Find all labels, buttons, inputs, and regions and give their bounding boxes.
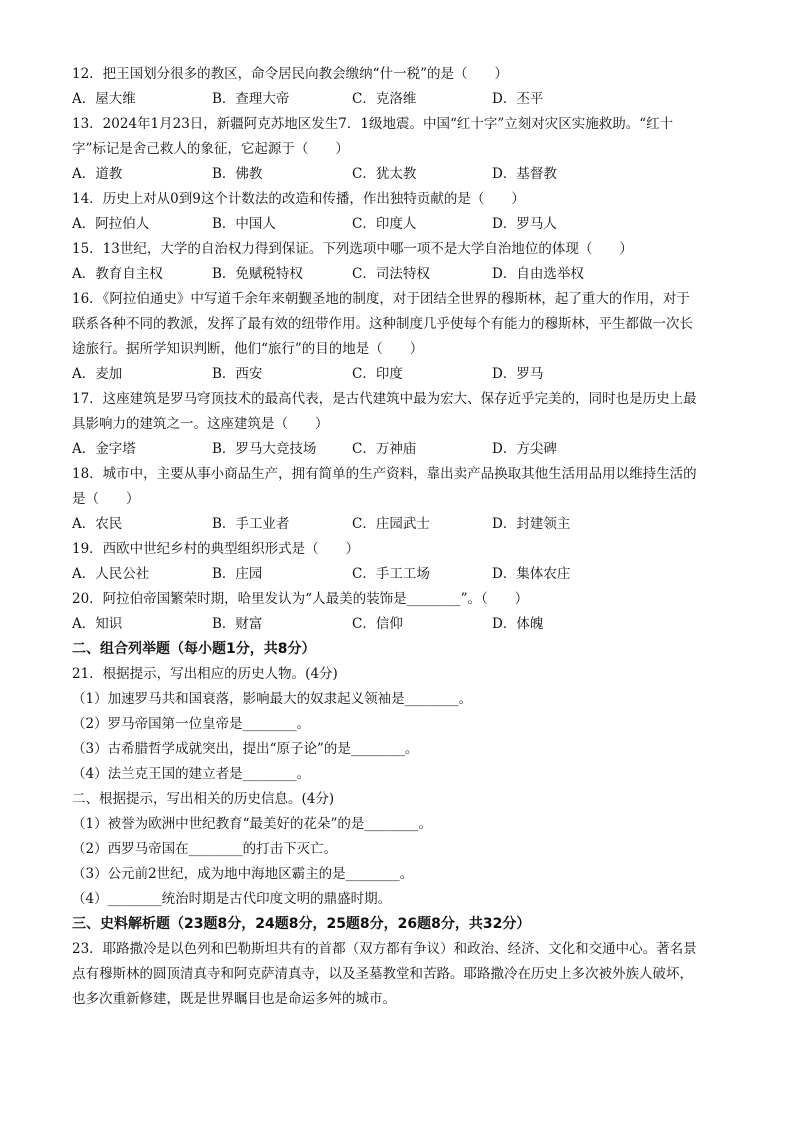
question-stem-line: 16．《阿拉伯通史》中写道千余年来朝觐圣地的制度，对于团结全世界的穆斯林，起了重大的作用，对于 [72,291,690,307]
option-a: A．教育自主权 [72,266,163,282]
question-stem-line: 字”标记是舍己救人的象征，它起源于（ ） [72,141,349,157]
question-stem-line: 是（ ） [72,491,140,507]
option-a: A．屋大维 [72,91,136,107]
option-d: D．自由选举权 [492,266,584,282]
options-row [72,612,722,637]
option-b: B．手工业者 [212,516,290,532]
option-c: C．庄园武士 [352,516,430,532]
question-stem-line: 12．把王国划分很多的教区，命令居民向教会缴纳“什一税”的是（ ） [72,66,508,82]
fill-blank-item: （2）西罗马帝国在________的打击下灭亡。 [72,841,338,857]
option-a: A．农民 [72,516,123,532]
option-c: C．司法特权 [352,266,430,282]
question-stem-line: 17．这座建筑是罗马穹顶技术的最高代表，是古代建筑中最为宏大、保存近乎完美的，同时也是历史上最 [72,391,697,407]
question-stem-line: 21．根据提示，写出相应的历史人物。(4分) [72,666,338,682]
question-stem-line: 20．阿拉伯帝国繁荣时期，哈里发认为“人最美的装饰是________”。（ ） [72,591,529,607]
question-stem-line: 二、根据提示，写出相关的历史信息。(4分) [72,791,335,807]
fill-blank-item: （2）罗马帝国第一位皇帝是________。 [72,716,311,732]
option-d: D．罗马 [492,366,544,382]
option-a: A．阿拉伯人 [72,216,150,232]
fill-blank-item: （4）________统治时期是古代印度文明的鼎盛时期。 [72,891,392,907]
question-19 [72,537,722,587]
option-d: D．丕平 [492,91,544,107]
question-15 [72,237,722,287]
option-b: B．免赋税特权 [212,266,303,282]
question-17 [72,387,722,462]
options-row [72,362,722,387]
question-stem-line: 23．耶路撒冷是以色列和巴勒斯坦共有的首都（双方都有争议）和政治、经济、文化和交通中心。著名景 [72,941,697,957]
option-a: A．人民公社 [72,566,150,582]
fill-blank-item: （3）公元前2世纪，成为地中海地区霸主的是________。 [72,866,414,882]
question-stem-line: 点有穆斯林的圆顶清真寺和阿克萨清真寺，以及圣墓教堂和苦路。耶路撒冷在历史上多次被外族人破坏， [72,966,693,982]
question-23 [72,937,722,1012]
question-stem-line: 18．城市中，主要从事小商品生产，拥有简单的生产资料，靠出卖产品换取其他生活用品用以维持生活的 [72,466,697,482]
option-c: C．印度 [352,366,403,382]
option-b: B．佛教 [212,166,263,182]
option-a: A．知识 [72,616,123,632]
question-20 [72,587,722,637]
option-c: C．克洛维 [352,91,417,107]
option-c: C．信仰 [352,616,403,632]
option-b: B．查理大帝 [212,91,290,107]
fill-blank-item: （1）被誉为欧洲中世纪教育“最美好的花朵”的是________。 [72,816,432,832]
option-c: C．万神庙 [352,441,417,457]
fill-blank-item: （3）古希腊哲学成就突出，提出“原子论”的是________。 [72,741,419,757]
question-stem-line: 19．西欧中世纪乡村的典型组织形式是（ ） [72,541,360,557]
option-d: D．基督教 [492,166,557,182]
option-a: A．金字塔 [72,441,136,457]
option-d: D．罗马人 [492,216,557,232]
option-d: D．体魄 [492,616,544,632]
exam-content [72,62,722,1012]
question-stem-line: 13．2024年1月23日，新疆阿克苏地区发生7．1级地震。中国“红十字”立刻对灾区实施救助。“红十 [72,116,674,132]
question-21 [72,662,722,787]
option-b: B．中国人 [212,216,276,232]
question-stem-line: 途旅行。据所学知识判断，他们“旅行”的目的地是（ ） [72,341,424,357]
question-22 [72,787,722,912]
options-row [72,562,722,587]
option-b: B．庄园 [212,566,263,582]
question-stem-line: 具影响力的建筑之一。这座建筑是（ ） [72,416,329,432]
option-a: A．麦加 [72,366,123,382]
question-stem-line: 14．历史上对从0到9这个计数法的改造和传播，作出独特贡献的是（ ） [72,191,525,207]
option-c: C．印度人 [352,216,417,232]
question-18 [72,462,722,537]
question-12 [72,62,722,112]
options-row [72,87,722,112]
question-13 [72,112,722,187]
options-row [72,512,722,537]
option-c: C．犹太教 [352,166,417,182]
option-a: A．道教 [72,166,123,182]
option-d: D．集体农庄 [492,566,571,582]
section-3-title: 三、史料解析题（23题8分，24题8分，25题8分，26题8分，共32分） [72,916,531,932]
section-2-title: 二、组合列举题（每小题1分，共8分） [72,641,316,657]
option-b: B．罗马大竞技场 [212,441,317,457]
question-16 [72,287,722,387]
question-14 [72,187,722,237]
options-row [72,162,722,187]
option-d: D．方尖碑 [492,441,557,457]
fill-blank-item: （1）加速罗马共和国衰落，影响最大的奴隶起义领袖是________。 [72,691,473,707]
option-c: C．手工工场 [352,566,430,582]
option-b: B．财富 [212,616,263,632]
options-row [72,262,722,287]
question-stem-line: 联系各种不同的教派，发挥了最有效的纽带作用。这种制度几乎使每个有能力的穆斯林，平生都做一次长 [72,316,693,332]
options-row [72,437,722,462]
question-stem-line: 15．13世纪，大学的自治权力得到保证。下列选项中哪一项不是大学自治地位的体现（ ） [72,241,633,257]
fill-blank-item: （4）法兰克王国的建立者是________。 [72,766,311,782]
option-d: D．封建领主 [492,516,571,532]
options-row [72,212,722,237]
question-stem-line: 也多次重新修建，既是世界瞩目也是命运多舛的城市。 [72,991,396,1007]
option-b: B．西安 [212,366,263,382]
